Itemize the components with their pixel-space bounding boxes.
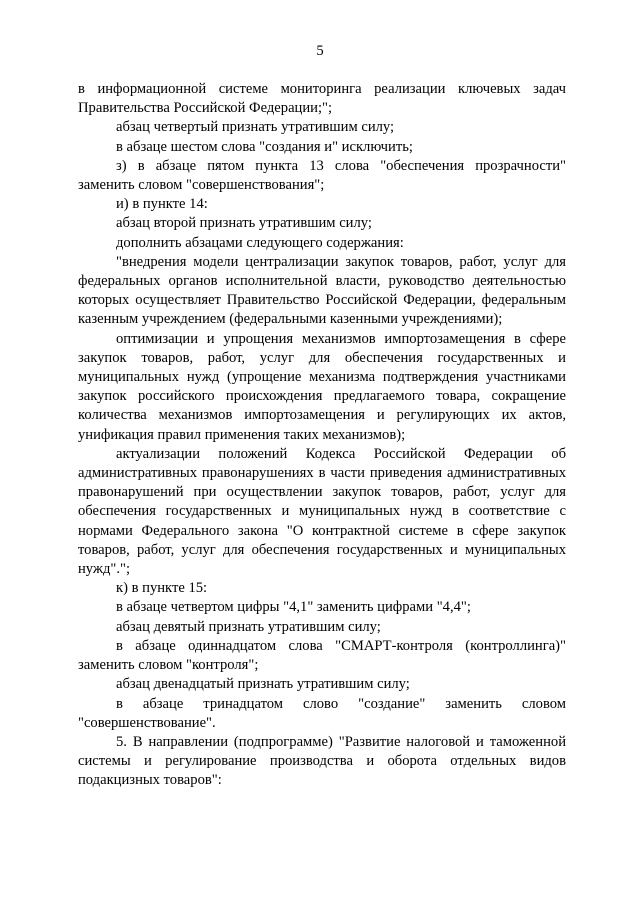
paragraph: в абзаце тринадцатом слово "создание" заменить словом "совершенствование". [78,695,566,731]
paragraph: 5. В направлении (подпрограмме) "Развитие налоговой и таможенной системы и регулирование производства и оборота отдельных видов подакцизных товаров": [78,733,566,789]
paragraph: к) в пункте 15: [116,580,208,597]
paragraph: абзац четвертый признать утратившим силу; [116,119,395,136]
document-body [78,80,566,791]
paragraph: в абзаце четвертом цифры "4,1" заменить цифрами "4,4"; [116,599,471,616]
paragraph: "внедрения модели централизации закупок товаров, работ, услуг для федеральных органов исполнительной власти, руководство деятельностью которых осуществляет Правительство Российской Федерации, федеральным казенным учреждением (федеральными казенными учреждениями); [78,253,566,328]
paragraph: з) в абзаце пятом пункта 13 слова "обеспечения прозрачности" заменить словом "совершенствования"; [78,157,566,194]
paragraph: актуализации положений Кодекса Российской Федерации об административных правонарушениях в части приведения административных правонарушений при осуществлении закупок товаров, работ, услуг для обеспечения государственных и муниципальных нужд в соответствие с нормами Федерального закона "О контрактной системе в сфере закупок товаров, работ, услуг для обеспечения государственных и муниципальных нужд"."; [78,445,566,578]
paragraph: абзац двенадцатый признать утратившим силу; [116,676,410,693]
paragraph: в информационной системе мониторинга реализации ключевых задач Правительства Российской Федерации;"; [78,81,566,117]
paragraph: в абзаце шестом слова "создания и" исключить; [116,138,413,155]
paragraph: абзац девятый признать утратившим силу; [116,618,381,635]
page-number: 5 [316,43,324,59]
paragraph: в абзаце одиннадцатом слова "СМАРТ-контроля (контроллинга)" заменить словом "контроля"; [78,637,566,674]
paragraph: оптимизации и упрощения механизмов импортозамещения в сфере закупок товаров, работ, услуг для обеспечения государственных и муниципальных нужд (упрощение механизма подтверждения участниками закупок российского происхождения предлагаемого товара, сокращение количества механизмов импортозамещения и регулирующих их актов, унификация правил применения таких механизмов); [78,330,566,443]
paragraph: дополнить абзацами следующего содержания: [116,234,404,251]
paragraph: абзац второй признать утратившим силу; [116,215,372,232]
paragraph: и) в пункте 14: [116,196,208,213]
